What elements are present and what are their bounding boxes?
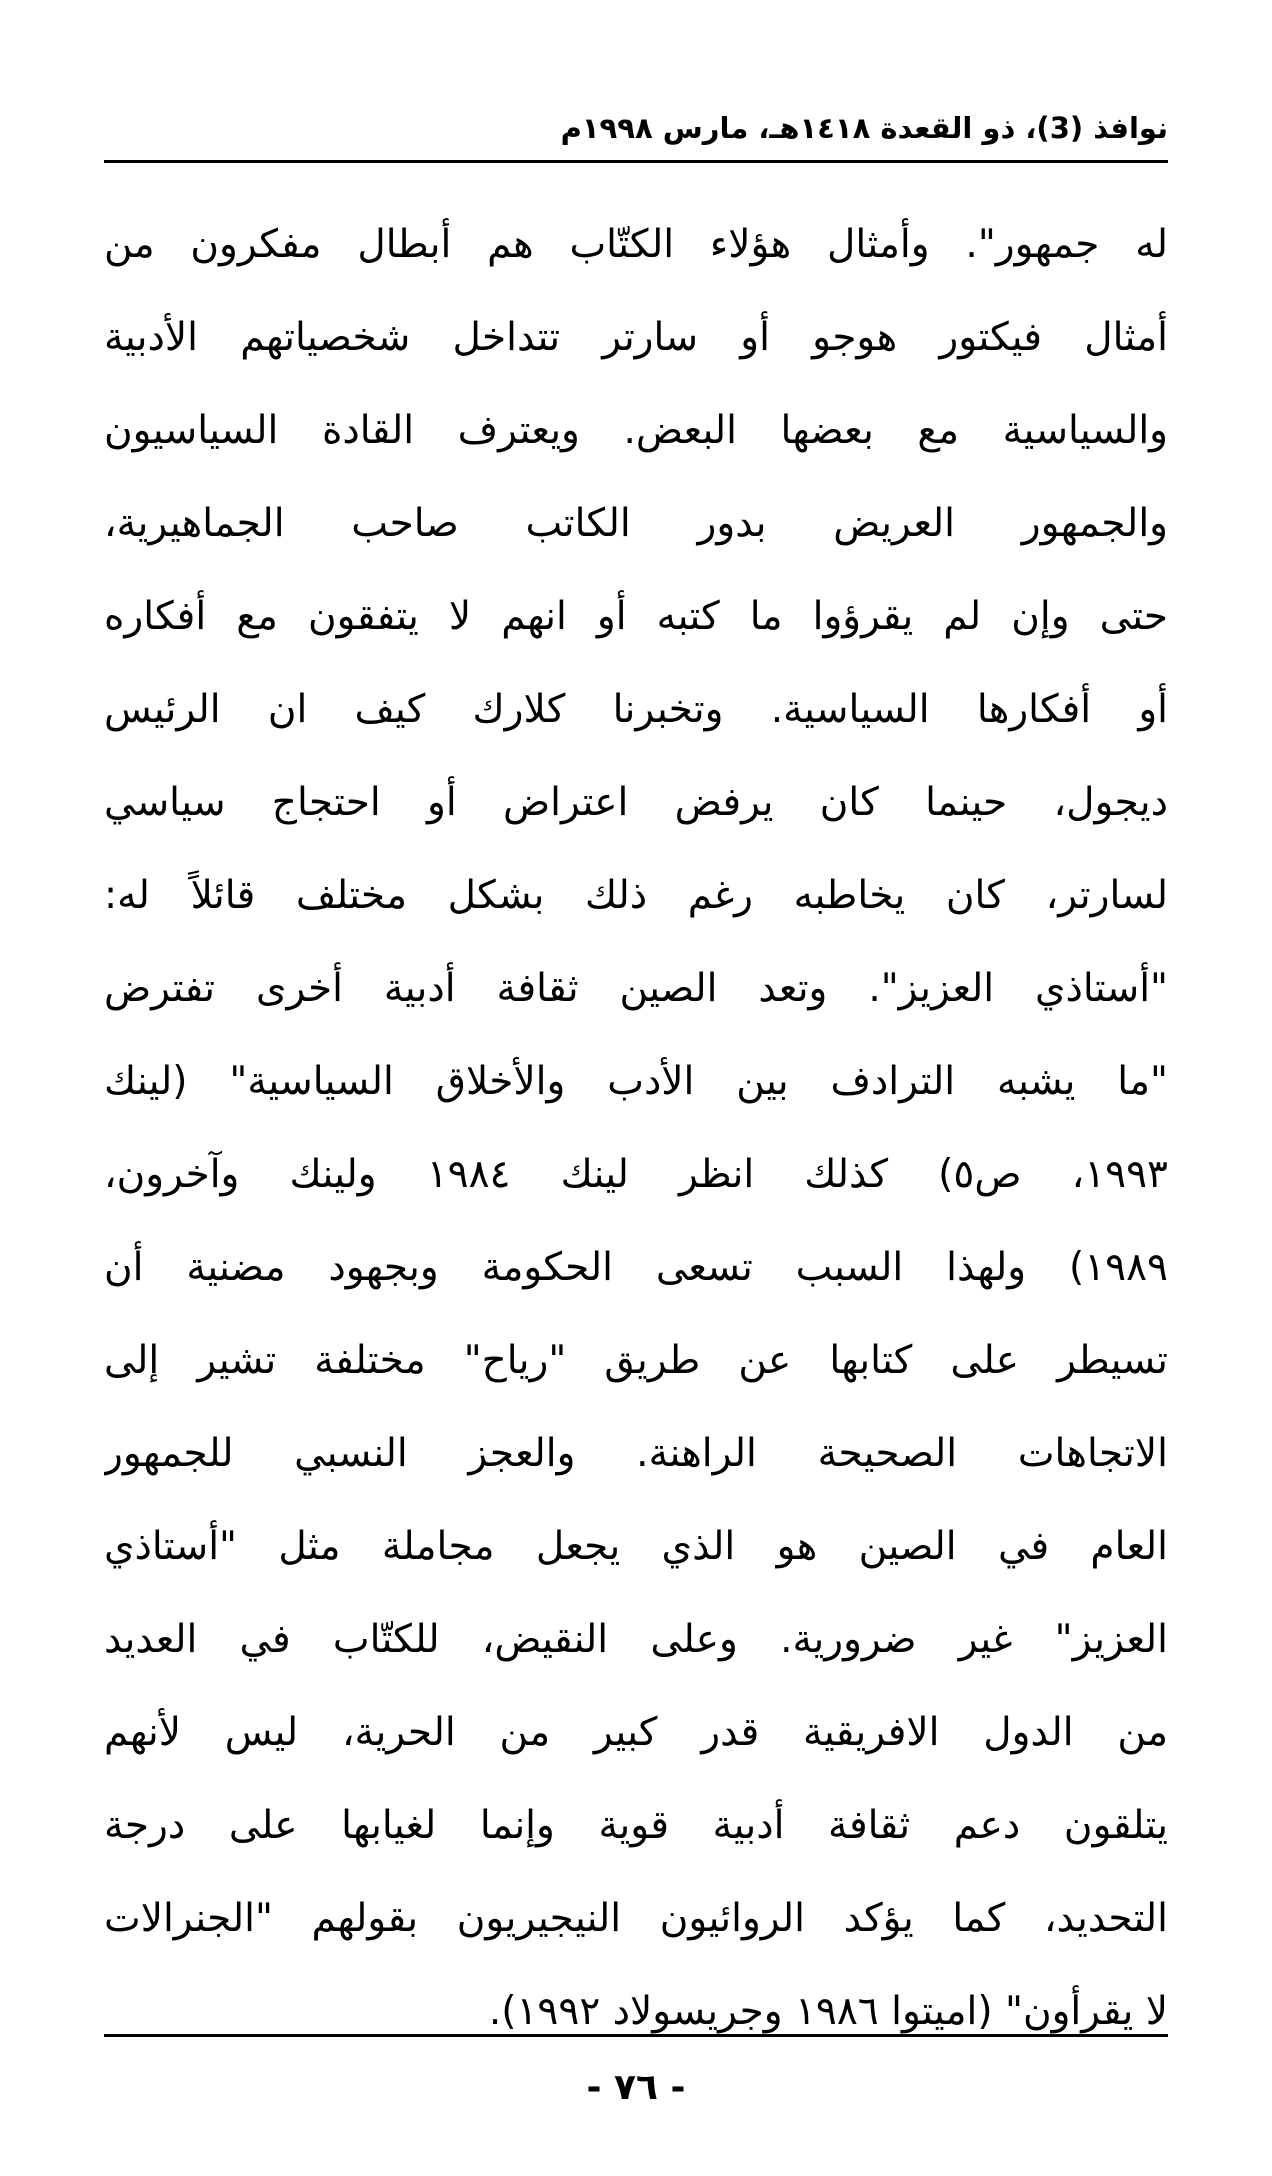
text-line: لا يقرأون" (اميتوا ١٩٨٦ وجريسولاد ١٩٩٢).	[488, 1989, 1168, 2034]
text-line: ديجول، حينما كان يرفض اعتراض أو احتجاج سياسي	[104, 780, 1168, 825]
text-line: "ما يشبه الترادف بين الأدب والأخلاق السياسية" (لينك	[104, 1059, 1168, 1104]
text-line: ١٩٨٩) ولهذا السبب تسعى الحكومة وبجهود مضنية أن	[104, 1245, 1168, 1290]
text-line: يتلقون دعم ثقافة أدبية قوية وإنما لغيابها على درجة	[104, 1803, 1168, 1848]
header-rule	[104, 160, 1168, 163]
text-line: "أستاذي العزيز". وتعد الصين ثقافة أدبية أخرى تفترض	[104, 966, 1168, 1011]
page-number: - ٧٦ -	[586, 2067, 686, 2108]
text-line: حتى وإن لم يقرؤوا ما كتبه أو انهم لا يتفقون مع أفكاره	[104, 594, 1168, 639]
text-line: العام في الصين هو الذي يجعل مجاملة مثل "أستاذي	[104, 1524, 1168, 1569]
text-line: والسياسية مع بعضها البعض. ويعترف القادة السياسيون	[104, 408, 1168, 453]
text-line: العزيز" غير ضرورية. وعلى النقيض، للكتّاب في العديد	[104, 1617, 1168, 1662]
body-text	[104, 198, 1168, 2058]
text-line: والجمهور العريض بدور الكاتب صاحب الجماهيرية،	[104, 501, 1168, 546]
text-line: لسارتر، كان يخاطبه رغم ذلك بشكل مختلف قائلاً له:	[104, 873, 1168, 918]
text-line: أمثال فيكتور هوجو أو سارتر تتداخل شخصياتهم الأدبية	[104, 315, 1168, 360]
text-line: له جمهور". وأمثال هؤلاء الكتّاب هم أبطال مفكرون من	[104, 222, 1168, 267]
footer-rule	[104, 2034, 1168, 2037]
text-line: ١٩٩٣، ص٥) كذلك انظر لينك ١٩٨٤ ولينك وآخرون،	[104, 1152, 1168, 1197]
text-line: التحديد، كما يؤكد الروائيون النيجيريون بقولهم "الجنرالات	[104, 1896, 1168, 1941]
text-line: تسيطر على كتابها عن طريق "رياح" مختلفة تشير إلى	[104, 1338, 1168, 1383]
text-line: أو أفكارها السياسية. وتخبرنا كلارك كيف ان الرئيس	[104, 687, 1168, 732]
text-line: من الدول الافريقية قدر كبير من الحرية، ليس لأنهم	[104, 1710, 1168, 1755]
running-header: نوافذ (3)، ذو القعدة ١٤١٨هـ، مارس ١٩٩٨م	[560, 111, 1168, 145]
text-line: الاتجاهات الصحيحة الراهنة. والعجز النسبي للجمهور	[104, 1431, 1168, 1476]
